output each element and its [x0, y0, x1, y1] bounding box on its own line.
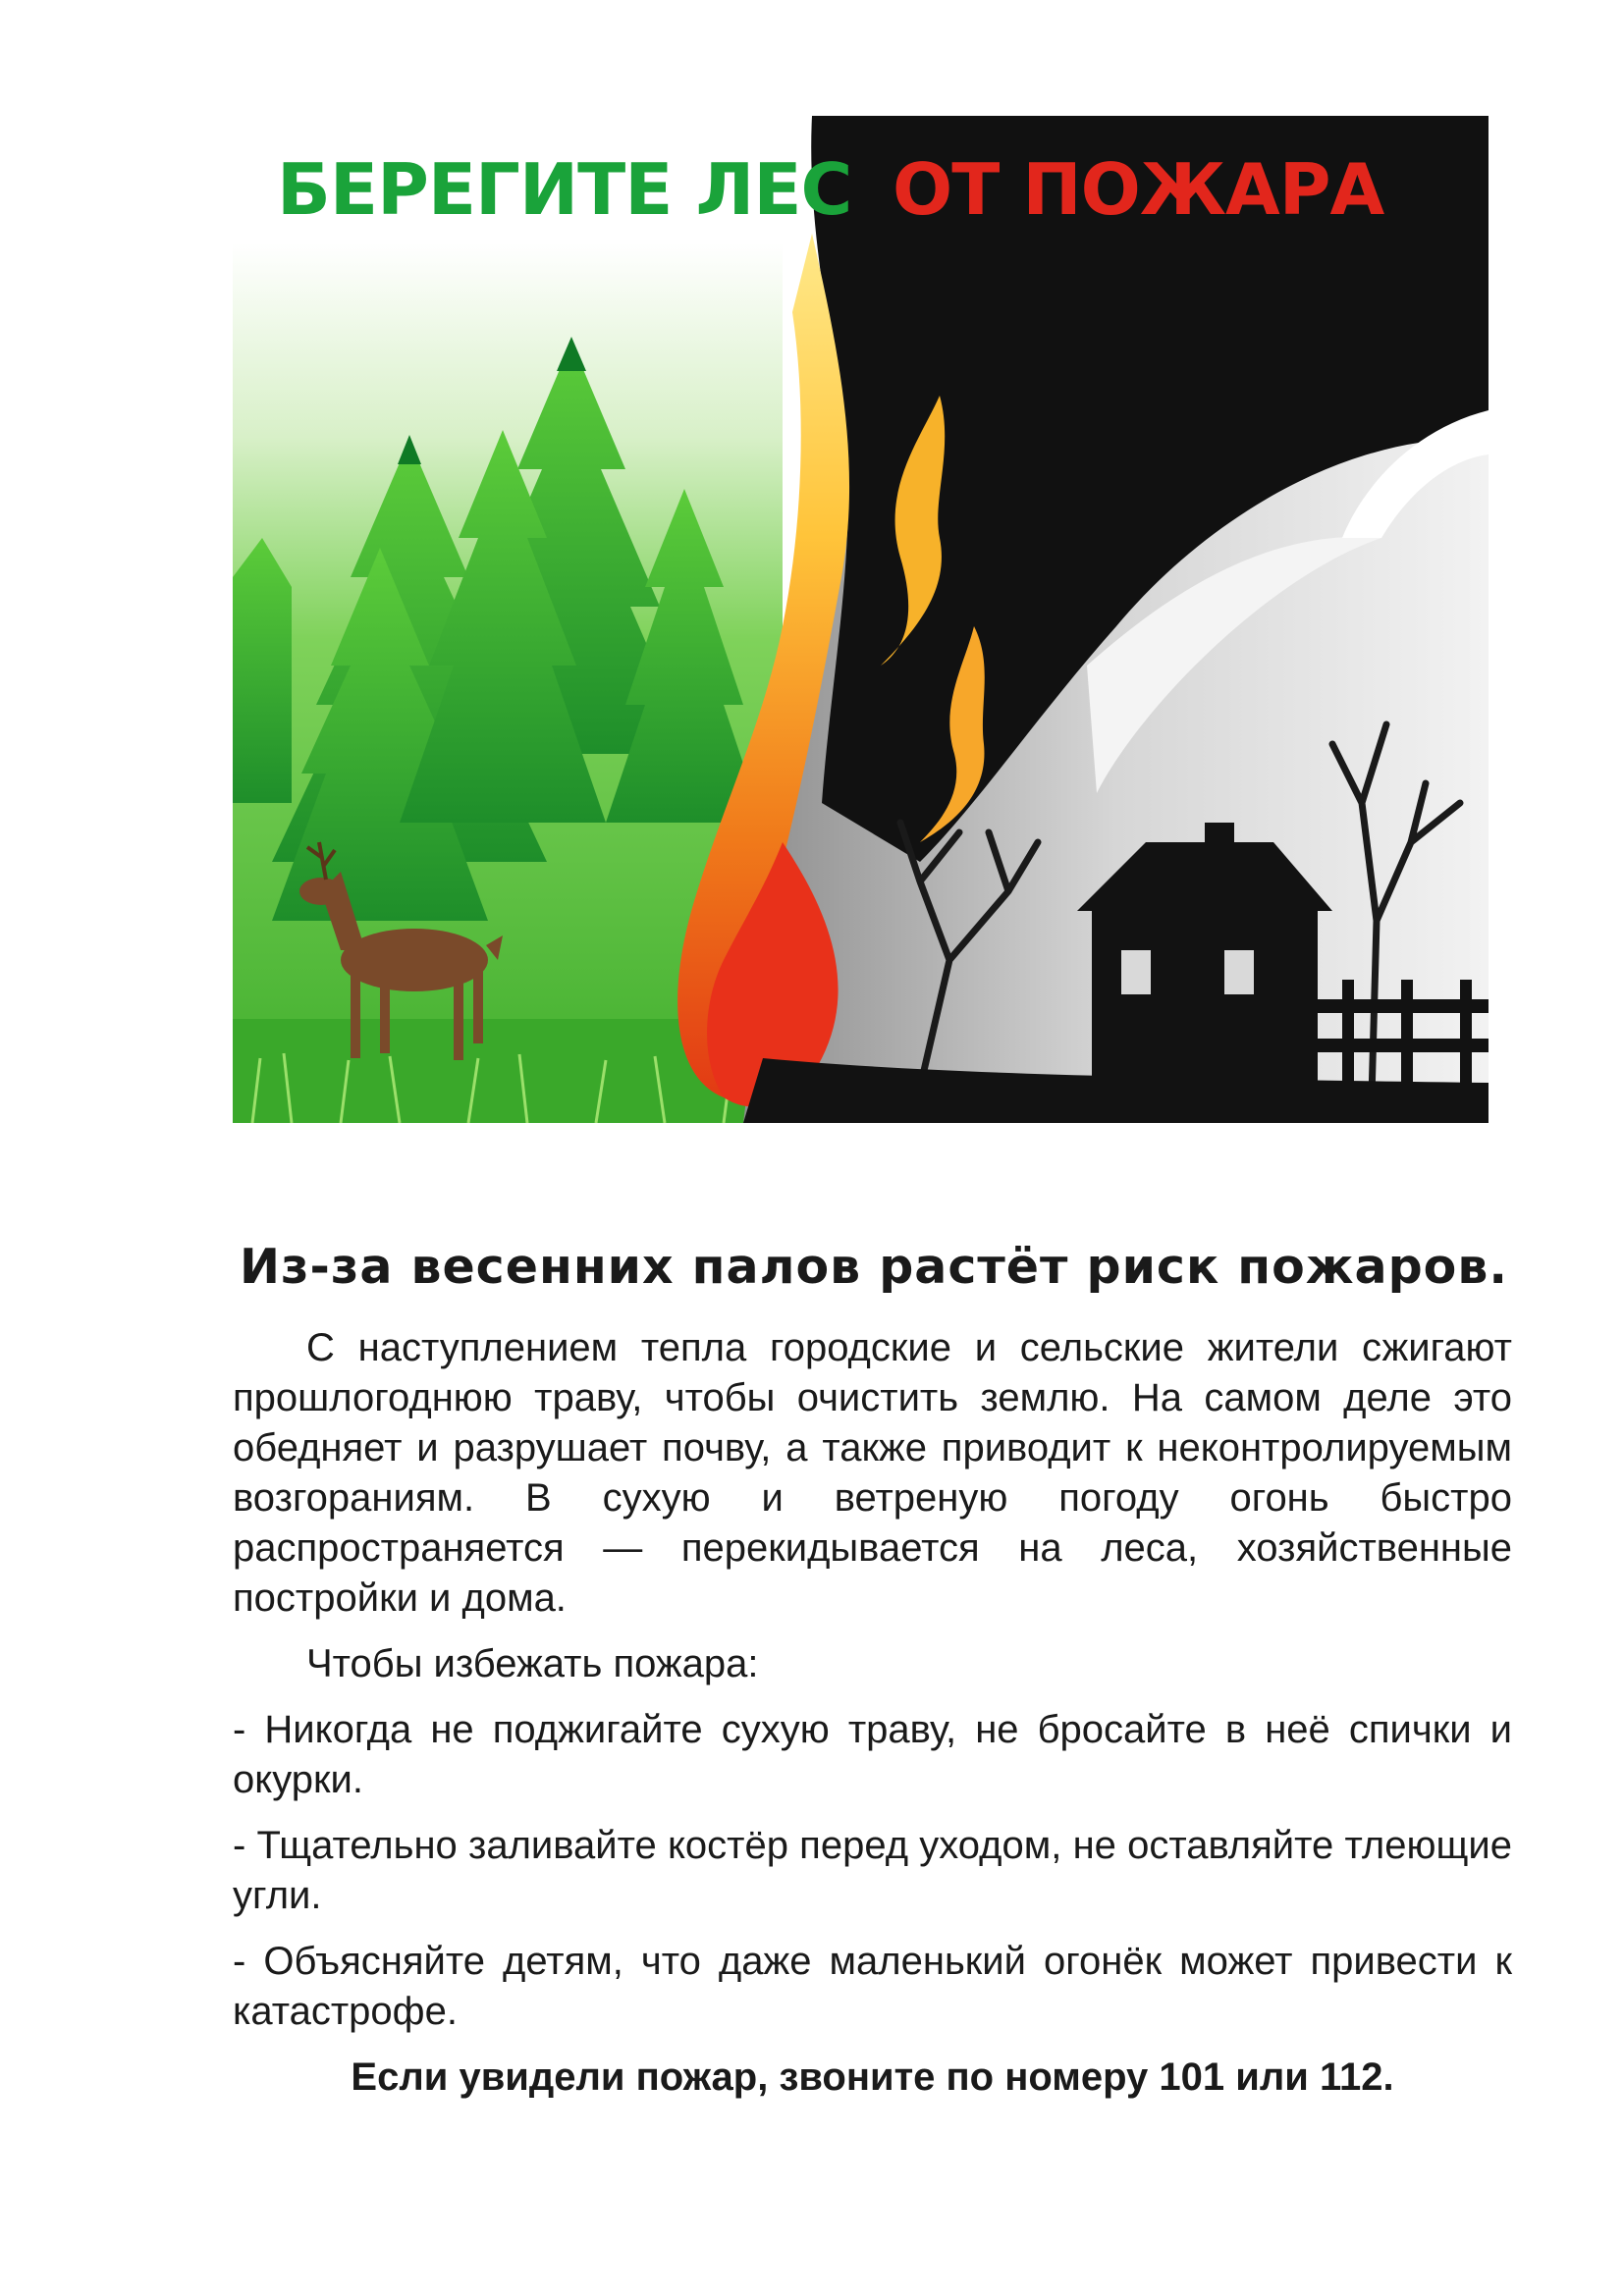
tip-item: - Тщательно заливайте костёр перед уходом, не оставляйте тлеющие угли. [233, 1824, 1512, 1917]
article-body [233, 1323, 1512, 2118]
headline-right: ОТ ПОЖАРА [893, 148, 1384, 231]
emergency-call-note: Если увидели пожар, звоните по номеру 101 или 112. [351, 2056, 1394, 2099]
lead-paragraph: Чтобы избежать пожара: [306, 1642, 759, 1685]
tip-item: - Никогда не поджигайте сухую траву, не бросайте в неё спички и окурки. [233, 1708, 1512, 1801]
page-title: Из-за весенних палов растёт риск пожаров. [240, 1239, 1508, 1295]
fire-safety-poster [233, 116, 1489, 1123]
intro-paragraph: С наступлением тепла городские и сельские жители сжигают прошлогоднюю траву, чтобы очистить землю. На самом деле это обедняет и разрушает почву, а также приводит к неконтролируемым возгораниям. В сухую и ветреную погоду огонь быстро распространяется — перекидывается на леса, хозяйственные постройки и дома. [233, 1326, 1512, 1620]
tip-item: - Объясняйте детям, что даже маленький огонёк может привести к катастрофе. [233, 1940, 1512, 2033]
headline-left: БЕРЕГИТЕ ЛЕС [277, 148, 852, 231]
